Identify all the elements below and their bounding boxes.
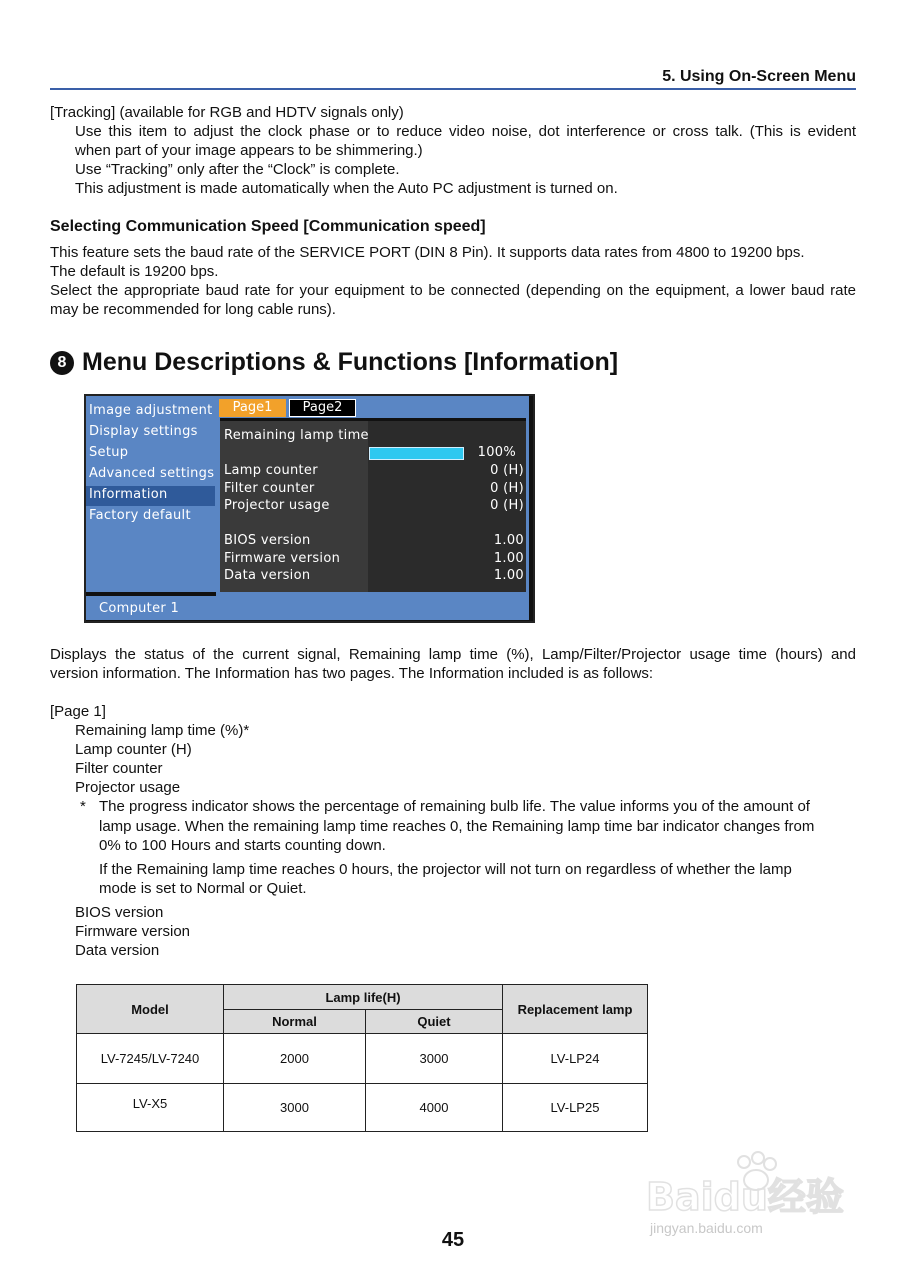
footnote-line: If the Remaining lamp time reaches 0 hours, the projector will not turn on regardless of whether the lamp bbox=[99, 861, 792, 878]
osd-remaining-lamp-bar bbox=[369, 447, 464, 460]
comm-speed-line: This feature sets the baud rate of the SERVICE PORT (DIN 8 Pin). It supports data rates from 4800 to 19200 bps. bbox=[50, 244, 805, 261]
footnote-line: The progress indicator shows the percentage of remaining bulb life. The value informs you of the amount of bbox=[99, 798, 810, 815]
comm-speed-line: Select the appropriate baud rate for your equipment to be connected (depending on the equipment, a lower baud rate bbox=[50, 282, 856, 299]
osd-remaining-lamp-label: Remaining lamp time bbox=[224, 428, 369, 443]
table-row bbox=[77, 1084, 648, 1132]
table-row bbox=[77, 1034, 648, 1084]
footnote-line: mode is set to Normal or Quiet. bbox=[99, 880, 307, 897]
watermark-brand: Baidu经验 bbox=[646, 1175, 844, 1219]
tracking-line: This adjustment is made automatically when the Auto PC adjustment is turned on. bbox=[75, 180, 618, 197]
osd-sidebar-item-information[interactable]: Information bbox=[89, 487, 168, 502]
osd-panel-border bbox=[216, 592, 529, 596]
osd-sidebar-item-factory-default[interactable]: Factory default bbox=[89, 508, 191, 523]
table-header-lamp-life: Lamp life(H) bbox=[224, 985, 503, 1010]
osd-row-value: 0 (H) bbox=[490, 498, 524, 513]
section-heading bbox=[50, 348, 618, 377]
comm-speed-heading: Selecting Communication Speed [Communication speed] bbox=[50, 218, 486, 235]
osd-tab-page2-label: Page2 bbox=[302, 400, 343, 415]
table-cell-quiet: 3000 bbox=[366, 1034, 503, 1084]
osd-row-value: 1.00 bbox=[493, 551, 524, 566]
table-cell-lamp: LV-LP25 bbox=[503, 1084, 648, 1132]
osd-row-label: Data version bbox=[224, 568, 311, 583]
page-number: 45 bbox=[441, 1229, 465, 1251]
section-number-badge: 8 bbox=[50, 351, 74, 375]
osd-row-label: Projector usage bbox=[224, 498, 330, 513]
osd-footer-source: Computer 1 bbox=[99, 601, 180, 616]
page1-item: Lamp counter (H) bbox=[75, 741, 192, 758]
osd-row-label: BIOS version bbox=[224, 533, 311, 548]
tracking-line: Use “Tracking” only after the “Clock” is complete. bbox=[75, 161, 400, 178]
osd-row-label: Lamp counter bbox=[224, 463, 318, 478]
info-desc-line: Displays the status of the current signal, Remaining lamp time (%), Lamp/Filter/Projector usage time (hours) and bbox=[50, 646, 856, 663]
osd-sidebar-item-display-settings[interactable]: Display settings bbox=[89, 424, 198, 439]
osd-sidebar-item-advanced-settings[interactable]: Advanced settings bbox=[89, 466, 215, 481]
tracking-line: when part of your image appears to be shimmering.) bbox=[75, 142, 423, 159]
tracking-title: [Tracking] (available for RGB and HDTV signals only) bbox=[50, 104, 404, 121]
osd-panel-border bbox=[216, 418, 220, 594]
osd-row-label: Firmware version bbox=[224, 551, 341, 566]
page-header-title: 5. Using On-Screen Menu bbox=[662, 68, 856, 85]
page1-item: Filter counter bbox=[75, 760, 163, 777]
osd-row-value: 0 (H) bbox=[490, 481, 524, 496]
page1-item: Data version bbox=[75, 942, 160, 959]
section-title: Menu Descriptions & Functions [Information] bbox=[82, 348, 619, 376]
page1-title: [Page 1] bbox=[50, 703, 106, 720]
osd-tab-page1-label: Page1 bbox=[232, 400, 273, 415]
comm-speed-line: The default is 19200 bps. bbox=[50, 263, 219, 280]
table-header-model: Model bbox=[77, 985, 224, 1034]
osd-row-value: 1.00 bbox=[493, 533, 524, 548]
table-cell-model: LV-X5 bbox=[77, 1084, 224, 1132]
table-header-replacement: Replacement lamp bbox=[503, 985, 648, 1034]
footnote-star: * bbox=[80, 798, 86, 815]
osd-panel-border bbox=[526, 418, 529, 594]
page1-item: Remaining lamp time (%)* bbox=[75, 722, 250, 739]
table-cell-model: LV-7245/LV-7240 bbox=[77, 1034, 224, 1084]
table-cell-quiet: 4000 bbox=[366, 1084, 503, 1132]
table-header-quiet: Quiet bbox=[366, 1010, 503, 1034]
osd-row-label: Filter counter bbox=[224, 481, 315, 496]
comm-speed-line: may be recommended for long cable runs). bbox=[50, 301, 336, 318]
page1-item: Firmware version bbox=[75, 923, 191, 940]
lamp-life-table bbox=[76, 984, 648, 1132]
osd-sidebar-item-setup[interactable]: Setup bbox=[89, 445, 129, 460]
table-cell-normal: 2000 bbox=[224, 1034, 366, 1084]
footnote-line: lamp usage. When the remaining lamp time reaches 0, the Remaining lamp time bar indicator changes from bbox=[99, 818, 815, 835]
osd-row-value: 0 (H) bbox=[490, 463, 524, 478]
table-header-normal: Normal bbox=[224, 1010, 366, 1034]
tracking-line: Use this item to adjust the clock phase or to reduce video noise, dot interference or cross talk. (This is evident bbox=[75, 123, 856, 140]
osd-sidebar-item-image-adjustment[interactable]: Image adjustment bbox=[89, 403, 213, 418]
footnote-line: 0% to 100 Hours and starts counting down. bbox=[99, 837, 386, 854]
osd-row-value: 1.00 bbox=[493, 568, 524, 583]
table-cell-lamp: LV-LP24 bbox=[503, 1034, 648, 1084]
page1-item: Projector usage bbox=[75, 779, 181, 796]
info-desc-line: version information. The Information has two pages. The Information included is as follows: bbox=[50, 665, 654, 682]
page1-item: BIOS version bbox=[75, 904, 164, 921]
table-cell-normal: 3000 bbox=[224, 1084, 366, 1132]
header-rule bbox=[50, 88, 856, 90]
watermark-url: jingyan.baidu.com bbox=[650, 1220, 763, 1236]
osd-remaining-lamp-value: 100% bbox=[477, 445, 516, 460]
